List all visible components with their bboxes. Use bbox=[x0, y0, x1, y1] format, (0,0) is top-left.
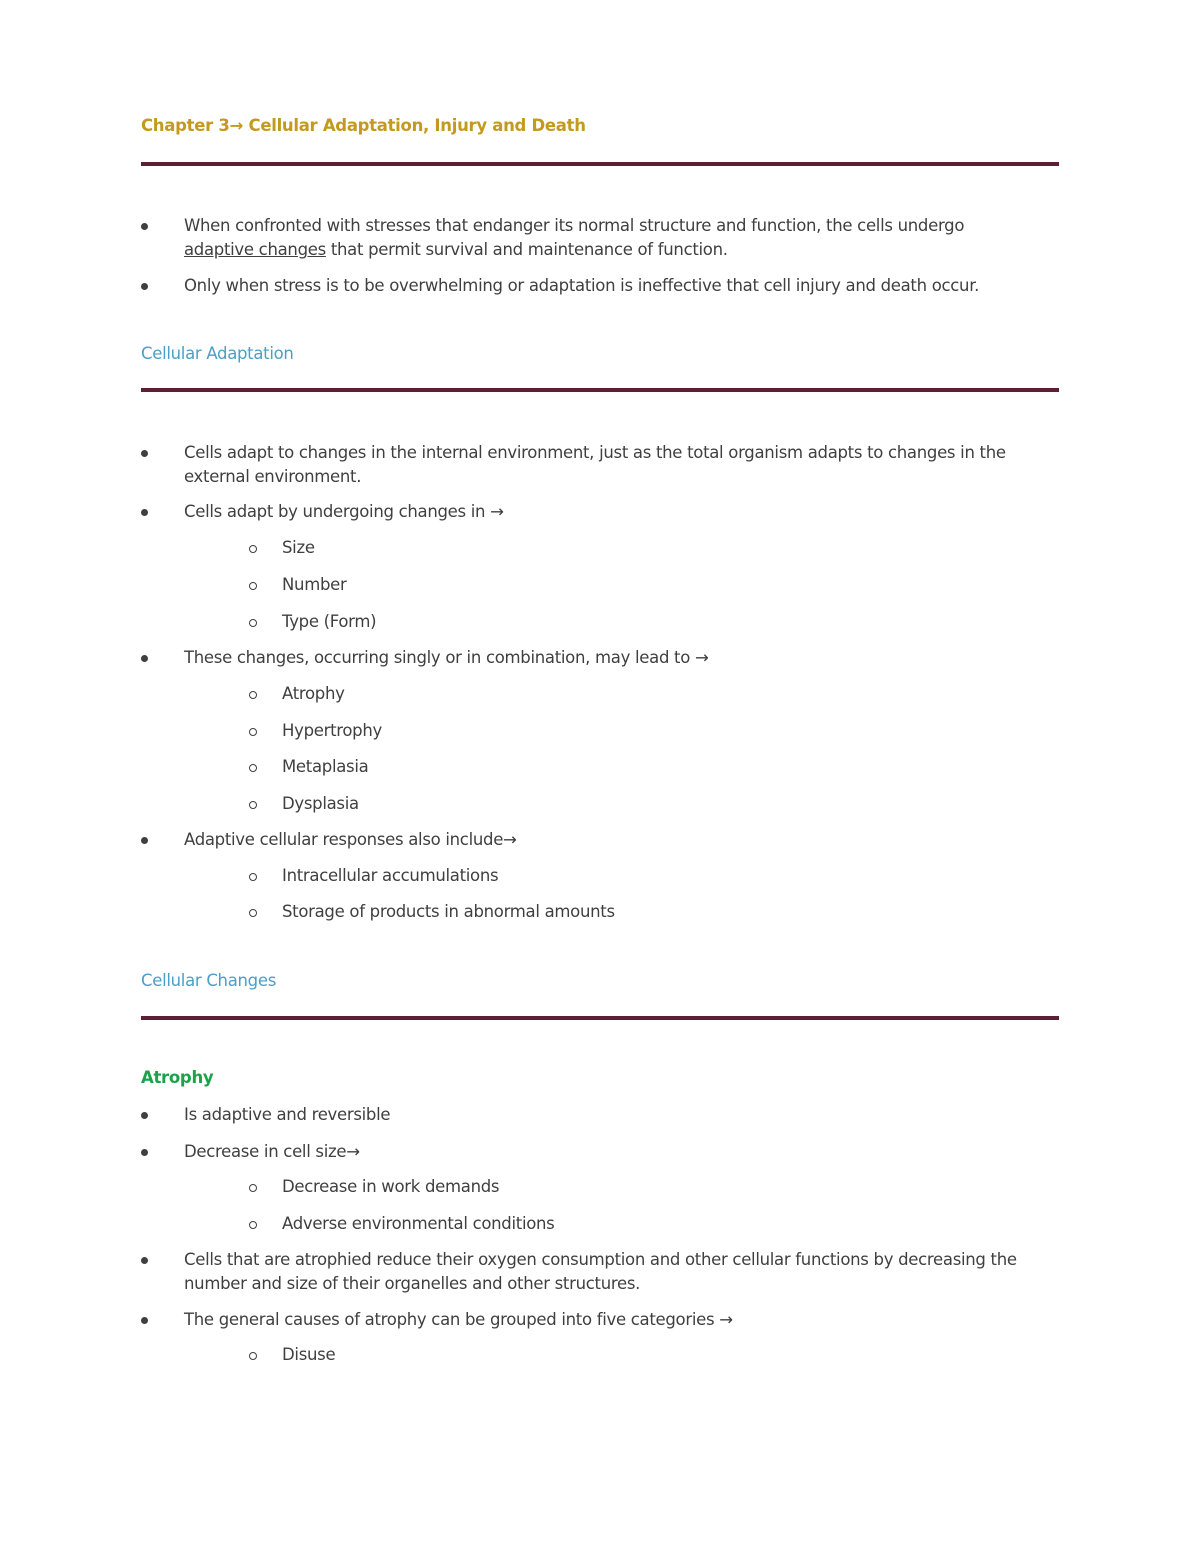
atrophy-bullet-4-text: The general causes of atrophy can be grouped into five categories → bbox=[184, 1310, 733, 1329]
adaptation-bullet-3-text: These changes, occurring singly or in combination, may lead to → bbox=[184, 648, 709, 667]
bullet-icon bbox=[141, 509, 148, 516]
circle-bullet-icon bbox=[249, 909, 257, 917]
section-adaptation-rule bbox=[141, 388, 1059, 392]
sub-item-text: Number bbox=[282, 575, 347, 594]
sub-item-text: Hypertrophy bbox=[282, 721, 382, 740]
circle-bullet-icon bbox=[249, 619, 257, 627]
sub-item-text: Dysplasia bbox=[282, 794, 359, 813]
sub-item-text: Size bbox=[282, 538, 315, 557]
adaptive-changes-term: adaptive changes bbox=[184, 240, 326, 259]
section-title-adaptation: Cellular Adaptation bbox=[141, 344, 294, 363]
intro-bullet-1 bbox=[141, 214, 1021, 262]
sub-item-text: Type (Form) bbox=[282, 612, 377, 631]
circle-bullet-icon bbox=[249, 728, 257, 736]
circle-bullet-icon bbox=[249, 801, 257, 809]
intro-bullet-1-text bbox=[184, 214, 1024, 262]
atrophy-bullet-1-text: Is adaptive and reversible bbox=[184, 1105, 391, 1124]
sub-item-text: Atrophy bbox=[282, 684, 345, 703]
intro-bullet-1-before: When confronted with stresses that endanger its normal structure and function, the cells undergo bbox=[184, 216, 965, 235]
circle-bullet-icon bbox=[249, 545, 257, 553]
intro-bullet-1-after: that permit survival and maintenance of function. bbox=[325, 240, 728, 259]
bullet-icon bbox=[141, 655, 148, 662]
chapter-title: Chapter 3→ Cellular Adaptation, Injury and Death bbox=[141, 116, 586, 135]
bullet-icon bbox=[141, 283, 148, 290]
sub-item-text: Metaplasia bbox=[282, 757, 369, 776]
adaptation-bullet-2-text: Cells adapt by undergoing changes in → bbox=[184, 502, 504, 521]
sub-item-text: Intracellular accumulations bbox=[282, 866, 499, 885]
circle-bullet-icon bbox=[249, 582, 257, 590]
adaptation-bullet-1 bbox=[141, 441, 1021, 489]
intro-bullet-2-text: Only when stress is to be overwhelming or adaptation is ineffective that cell injury and death occur. bbox=[184, 276, 980, 295]
sub-item-text: Adverse environmental conditions bbox=[282, 1214, 555, 1233]
section-changes-rule bbox=[141, 1016, 1059, 1020]
circle-bullet-icon bbox=[249, 1352, 257, 1360]
circle-bullet-icon bbox=[249, 1221, 257, 1229]
circle-bullet-icon bbox=[249, 873, 257, 881]
bullet-icon bbox=[141, 837, 148, 844]
section-title-changes: Cellular Changes bbox=[141, 971, 276, 990]
sub-item-text: Storage of products in abnormal amounts bbox=[282, 902, 615, 921]
sub-item-text: Disuse bbox=[282, 1345, 336, 1364]
circle-bullet-icon bbox=[249, 1184, 257, 1192]
circle-bullet-icon bbox=[249, 691, 257, 699]
bullet-icon bbox=[141, 1317, 148, 1324]
atrophy-bullet-3 bbox=[141, 1248, 1021, 1296]
bullet-icon bbox=[141, 1112, 148, 1119]
bullet-icon bbox=[141, 450, 148, 457]
bullet-icon bbox=[141, 223, 148, 230]
circle-bullet-icon bbox=[249, 764, 257, 772]
atrophy-bullet-2-text: Decrease in cell size→ bbox=[184, 1142, 360, 1161]
chapter-title-rule bbox=[141, 162, 1059, 166]
sub-item-text: Decrease in work demands bbox=[282, 1177, 500, 1196]
subsection-title-atrophy: Atrophy bbox=[141, 1068, 214, 1087]
bullet-icon bbox=[141, 1149, 148, 1156]
adaptation-bullet-1-text: Cells adapt to changes in the internal environment, just as the total organism adapts to changes in the external environment. bbox=[184, 443, 1006, 486]
adaptation-bullet-4-text: Adaptive cellular responses also include→ bbox=[184, 830, 517, 849]
bullet-icon bbox=[141, 1257, 148, 1264]
atrophy-bullet-3-text: Cells that are atrophied reduce their oxygen consumption and other cellular functions by decreasing the number and size of their organelles and other structures. bbox=[184, 1250, 1017, 1293]
